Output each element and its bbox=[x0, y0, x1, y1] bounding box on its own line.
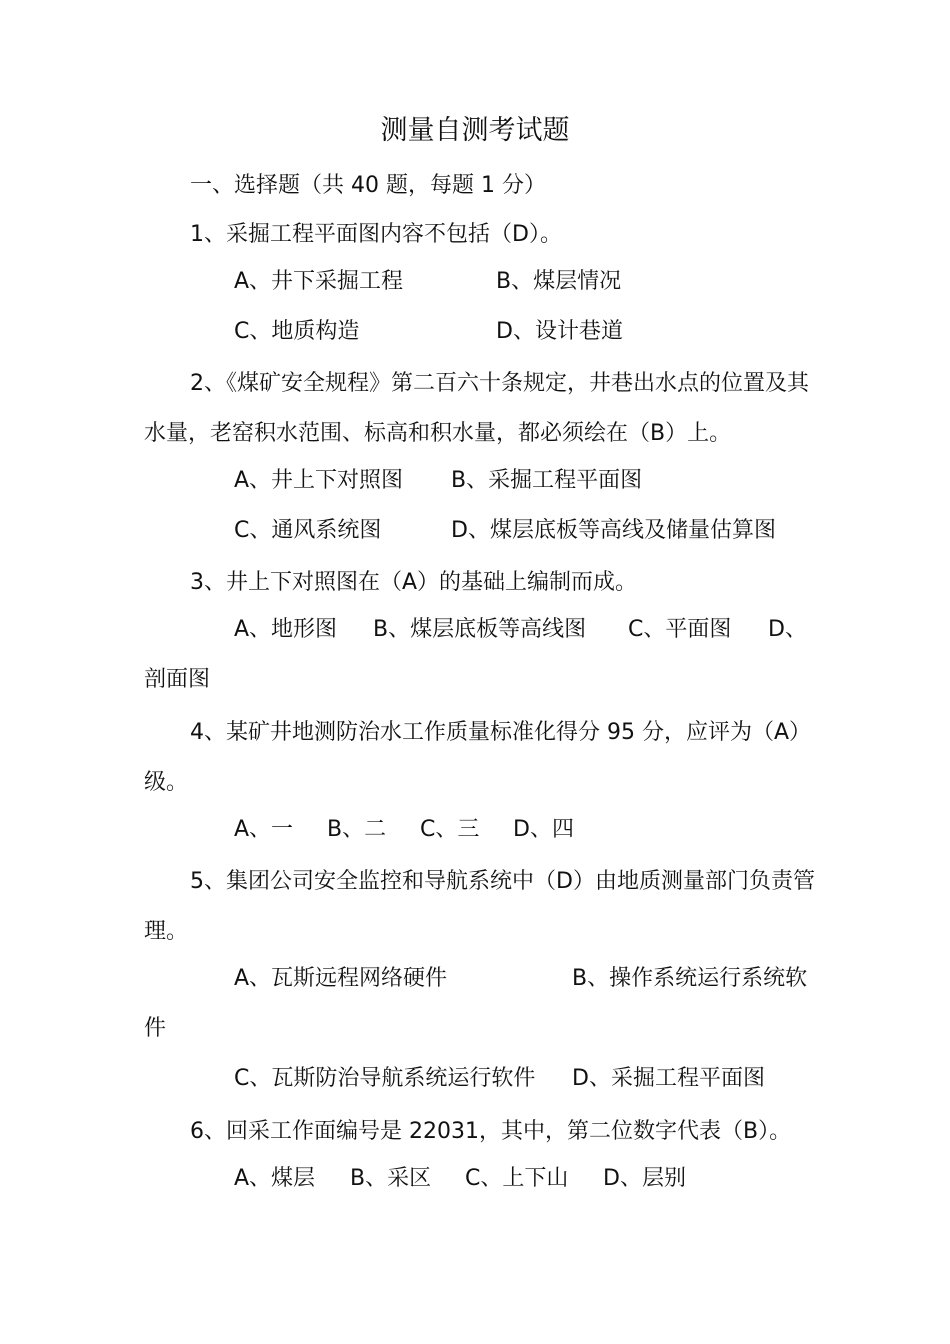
question-5-option-a: A、瓦斯远程网络硬件 bbox=[234, 966, 448, 991]
question-1-option-a: A、井下采掘工程 bbox=[234, 269, 404, 294]
section-heading: 一、选择题（共 40 题，每题 1 分） bbox=[190, 173, 546, 198]
question-4-option-b: B、二 bbox=[327, 817, 387, 842]
question-4-text-line-1: 4、某矿井地测防治水工作质量标准化得分 95 分，应评为（A） bbox=[190, 720, 812, 745]
question-2-option-d: D、煤层底板等高线及储量估算图 bbox=[451, 518, 776, 543]
question-2-option-a: A、井上下对照图 bbox=[234, 468, 404, 493]
question-1-text: 1、采掘工程平面图内容不包括（D）。 bbox=[190, 222, 562, 247]
question-2-option-c: C、通风系统图 bbox=[234, 518, 382, 543]
question-3-option-a: A、地形图 bbox=[234, 617, 338, 642]
question-4-text-line-2: 级。 bbox=[144, 770, 189, 795]
question-5-option-b: B、操作系统运行系统软 bbox=[572, 966, 808, 991]
question-5-option-c: C、瓦斯防治导航系统运行软件 bbox=[234, 1066, 536, 1091]
question-5-text-line-1: 5、集团公司安全监控和导航系统中（D）由地质测量部门负责管 bbox=[190, 869, 815, 894]
question-5-text-line-2: 理。 bbox=[144, 919, 189, 944]
question-6-text: 6、回采工作面编号是 22031，其中，第二位数字代表（B）。 bbox=[190, 1119, 792, 1144]
question-3-option-c: C、平面图 bbox=[628, 617, 732, 642]
question-3-option-d-text: 剖面图 bbox=[144, 667, 211, 692]
page-title: 测量自测考试题 bbox=[380, 115, 570, 146]
question-3-option-d: D、 bbox=[768, 617, 807, 642]
question-3-option-b: B、煤层底板等高线图 bbox=[373, 617, 587, 642]
question-5-option-d: D、采掘工程平面图 bbox=[572, 1066, 765, 1091]
question-1-option-c: C、地质构造 bbox=[234, 319, 360, 344]
question-2-text-line-1: 2、《煤矿安全规程》第二百六十条规定，井巷出水点的位置及其 bbox=[190, 371, 809, 396]
question-2-option-b: B、采掘工程平面图 bbox=[451, 468, 643, 493]
question-6-option-d: D、层别 bbox=[603, 1166, 686, 1191]
question-6-option-b: B、采区 bbox=[350, 1166, 432, 1191]
question-4-option-d: D、四 bbox=[513, 817, 574, 842]
question-1-option-d: D、设计巷道 bbox=[496, 319, 623, 344]
question-5-option-b-wrap: 件 bbox=[144, 1016, 167, 1041]
question-3-text: 3、井上下对照图在（A）的基础上编制而成。 bbox=[190, 570, 638, 595]
question-4-option-a: A、一 bbox=[234, 817, 294, 842]
question-6-option-a: A、煤层 bbox=[234, 1166, 316, 1191]
question-4-option-c: C、三 bbox=[420, 817, 480, 842]
question-1-option-b: B、煤层情况 bbox=[496, 269, 622, 294]
question-6-option-c: C、上下山 bbox=[465, 1166, 569, 1191]
question-2-text-line-2: 水量，老窑积水范围、标高和积水量，都必须绘在（B）上。 bbox=[144, 421, 732, 446]
